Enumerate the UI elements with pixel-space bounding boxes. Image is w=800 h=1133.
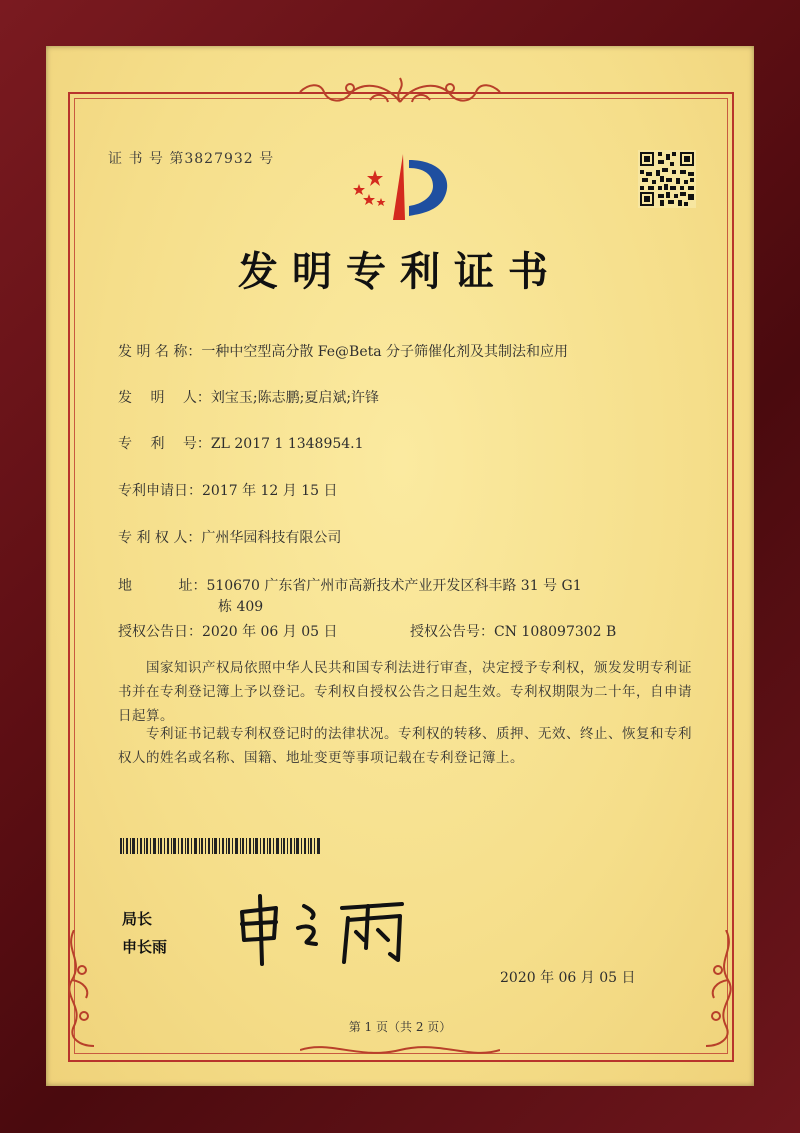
patentee-label: 专 利 权 人： — [118, 530, 202, 546]
barcode-icon — [120, 838, 320, 854]
inventor-value: 刘宝玉;陈志鹏;夏启斌;许锋 — [210, 390, 380, 406]
invention-name-row — [118, 341, 568, 361]
grant-number-value: CN 108097302 B — [494, 624, 617, 640]
body-paragraph-2: 专利证书记载专利权登记时的法律状况。专利权的转移、质押、无效、终止、恢复和专利权人的姓名或名称、国籍、地址变更等事项记载在专利登记簿上。 — [118, 726, 692, 766]
patent-number-value: ZL 2017 1 1348954.1 — [210, 436, 364, 452]
grant-date-row — [118, 621, 338, 641]
bottom-ornament-icon — [300, 1040, 500, 1060]
filing-date-label: 专利申请日： — [118, 483, 202, 499]
grant-date-label: 授权公告日： — [118, 624, 202, 640]
inventor-label: 发 明 人： — [118, 390, 211, 406]
filing-date-row — [118, 480, 338, 500]
certificate-number: 证 书 号 第3827932 号 — [108, 151, 275, 167]
address-label: 地 址： — [118, 578, 207, 594]
inventor-row — [118, 387, 379, 407]
director-name: 申长雨 — [122, 938, 168, 956]
invention-name-label: 发 明 名 称： — [118, 344, 202, 360]
invention-name-value: 一种中空型高分散 Fe@Beta 分子筛催化剂及其制法和应用 — [201, 344, 569, 360]
cnipa-logo-icon — [345, 150, 455, 230]
patentee-row — [118, 527, 341, 547]
address-value-line1: 510670 广东省广州市高新技术产业开发区科丰路 31 号 G1 — [206, 578, 582, 594]
issue-date: 2020 年 06 月 05 日 — [500, 970, 636, 986]
patent-number-row — [118, 433, 364, 453]
qr-code-icon — [638, 150, 696, 208]
top-ornament-icon — [290, 72, 510, 110]
body-paragraph-1: 国家知识产权局依照中华人民共和国专利法进行审查，决定授予专利权，颁发发明专利证书并在专利登记簿上予以登记。专利权自授权公告之日起生效。专利权期限为二十年，自申请日起算。 — [118, 660, 692, 724]
page-number: 第 1 页（共 2 页） — [348, 1020, 452, 1034]
patent-number-label: 专 利 号： — [118, 436, 211, 452]
grant-number-row — [410, 621, 616, 641]
address-row — [118, 575, 582, 595]
signature-icon — [232, 888, 432, 968]
certificate-title: 发明专利证书 — [238, 249, 562, 295]
address-line2: 栋 409 — [218, 599, 264, 615]
grant-number-label: 授权公告号： — [410, 624, 494, 640]
director-title: 局长 — [122, 910, 153, 928]
grant-date-value: 2020 年 06 月 05 日 — [202, 624, 338, 640]
filing-date-value: 2017 年 12 月 15 日 — [202, 483, 338, 499]
patentee-value: 广州华园科技有限公司 — [201, 530, 342, 546]
